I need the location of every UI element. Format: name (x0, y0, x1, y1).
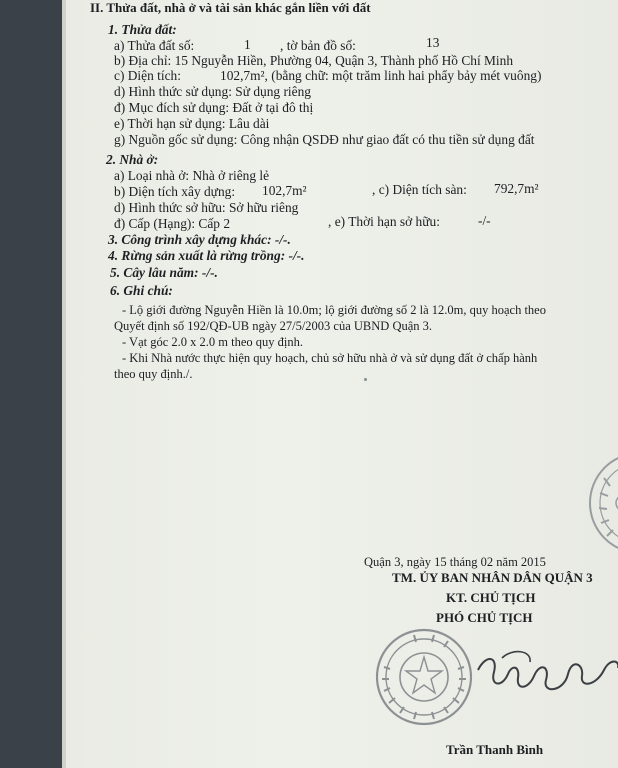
page-edge (62, 0, 66, 768)
house-type: a) Loại nhà ở: Nhà ở riêng lẻ (114, 168, 270, 183)
on-behalf-title: KT. CHỦ TỊCH (446, 590, 536, 605)
note-line: - Lộ giới đường Nguyễn Hiền là 10.0m; lộ giới đường số 2 là 12.0m, quy hoạch theo (122, 303, 546, 317)
paper-speck (364, 378, 367, 381)
partial-seal-icon (582, 448, 618, 558)
section-title: II. Thửa đất, nhà ở và tài sản khác gắn liền với đất (90, 0, 371, 15)
production-forest: 4. Rừng sản xuất là rừng trồng: -/-. (108, 248, 305, 263)
map-sheet-number: 13 (426, 35, 440, 50)
note-line: Quyết định số 192/QĐ-UB ngày 27/5/2003 của UBND Quận 3. (114, 319, 433, 333)
official-seal-icon (374, 627, 474, 727)
handwritten-signature-icon (472, 640, 618, 705)
map-sheet-label: , tờ bản đồ số: (280, 38, 356, 53)
perennial-trees: 5. Cây lâu năm: -/-. (110, 265, 218, 280)
floor-area-label: , c) Diện tích sàn: (372, 182, 467, 197)
signer-name: Trần Thanh Bình (446, 742, 544, 757)
other-construction: 3. Công trình xây dựng khác: -/-. (108, 232, 291, 247)
date-line: Quận 3, ngày 15 tháng 02 năm 2015 (364, 555, 546, 569)
built-area-label: b) Diện tích xây dựng: (114, 184, 236, 199)
land-heading: 1. Thửa đất: (108, 22, 177, 37)
usage-origin: g) Nguồn gốc sử dụng: Công nhận QSDĐ như giao đất có thu tiền sử dụng đất (114, 132, 535, 147)
parcel-label: a) Thửa đất số: (114, 38, 195, 53)
ownership-term-value: -/- (478, 213, 491, 228)
area-value: 102,7m², (bằng chữ: một trăm linh hai phẩy bảy mét vuông) (220, 68, 542, 83)
ownership-term-label: , e) Thời hạn sở hữu: (328, 214, 440, 229)
ownership-form: d) Hình thức sở hữu: Sở hữu riêng (114, 200, 299, 215)
note-line: - Khi Nhà nước thực hiện quy hoạch, chủ sở hữu nhà ở và sử dụng đất ở chấp hành (122, 351, 538, 365)
address: b) Địa chỉ: 15 Nguyễn Hiền, Phường 04, Quận 3, Thành phố Hồ Chí Minh (114, 53, 514, 68)
built-area-value: 102,7m² (262, 183, 307, 198)
usage-form: d) Hình thức sử dụng: Sử dụng riêng (114, 84, 311, 99)
signer-title: PHÓ CHỦ TỊCH (436, 610, 533, 625)
notes-heading: 6. Ghi chú: (110, 283, 173, 298)
document-page (62, 0, 618, 768)
usage-purpose: đ) Mục đích sử dụng: Đất ở tại đô thị (114, 100, 314, 115)
parcel-number: 1 (244, 37, 251, 52)
note-line: theo quy định./. (114, 367, 193, 381)
issuing-authority: TM. ỦY BAN NHÂN DÂN QUẬN 3 (392, 570, 593, 585)
house-grade: đ) Cấp (Hạng): Cấp 2 (114, 216, 231, 231)
house-heading: 2. Nhà ở: (106, 152, 159, 167)
note-line: - Vạt góc 2.0 x 2.0 m theo quy định. (122, 335, 303, 349)
usage-term: e) Thời hạn sử dụng: Lâu dài (114, 116, 270, 131)
area-label: c) Diện tích: (114, 68, 181, 83)
floor-area-value: 792,7m² (494, 181, 539, 196)
